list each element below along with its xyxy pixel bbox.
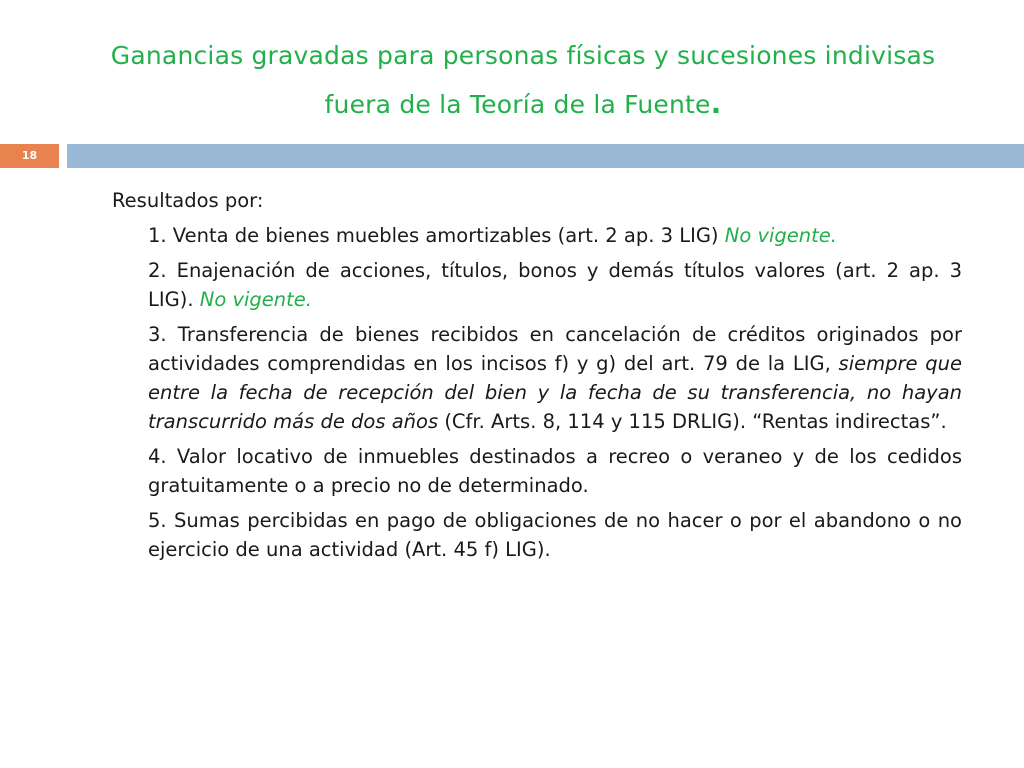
list-item-2-status: No vigente. bbox=[199, 288, 312, 311]
list-item-3-text-a: 3. Transferencia de bienes recibidos en cancelación de créditos originados por actividades comprendidas en los incisos f) y g) del art. 79 de la LIG, bbox=[148, 323, 962, 375]
title-line-2-text: fuera de la Teoría de la Fuente bbox=[324, 90, 711, 119]
list-item-1 bbox=[148, 221, 962, 250]
list-item-3 bbox=[148, 320, 962, 436]
list-item-5-text: 5. Sumas percibidas en pago de obligaciones de no hacer o por el abandono o no ejercicio de una actividad (Art. 45 f) LIG). bbox=[148, 509, 962, 561]
slide-title bbox=[40, 32, 1006, 129]
title-period: . bbox=[710, 87, 722, 120]
intro-text: Resultados por: bbox=[112, 189, 264, 212]
list-item-3-text-b: (Cfr. Arts. 8, 114 y 115 DRLIG). “Rentas indirectas”. bbox=[438, 410, 947, 433]
list-item-3-condition: siempre que entre la fecha de recepción del bien y la fecha de su transferencia, no hayan transcurrido más de dos años bbox=[148, 352, 962, 433]
list-item-2-text: 2. Enajenación de acciones, títulos, bonos y demás títulos valores (art. 2 ap. 3 LIG). bbox=[148, 259, 962, 311]
list-item-1-text: 1. Venta de bienes muebles amortizables (art. 2 ap. 3 LIG) bbox=[148, 224, 725, 247]
list-item-5 bbox=[148, 506, 962, 564]
list-item-2 bbox=[148, 256, 962, 314]
slide-body bbox=[112, 186, 962, 570]
list-item-4-text: 4. Valor locativo de inmuebles destinados a recreo o veraneo y de los cedidos gratuitamente o a precio no de determinado. bbox=[148, 445, 962, 497]
title-line-2 bbox=[40, 80, 1006, 129]
slide-number: 18 bbox=[0, 144, 59, 168]
title-line-1: Ganancias gravadas para personas físicas y sucesiones indivisas bbox=[110, 41, 936, 70]
header-bar bbox=[67, 144, 1024, 168]
list-item-1-status: No vigente. bbox=[724, 224, 837, 247]
list-item-4 bbox=[148, 442, 962, 500]
